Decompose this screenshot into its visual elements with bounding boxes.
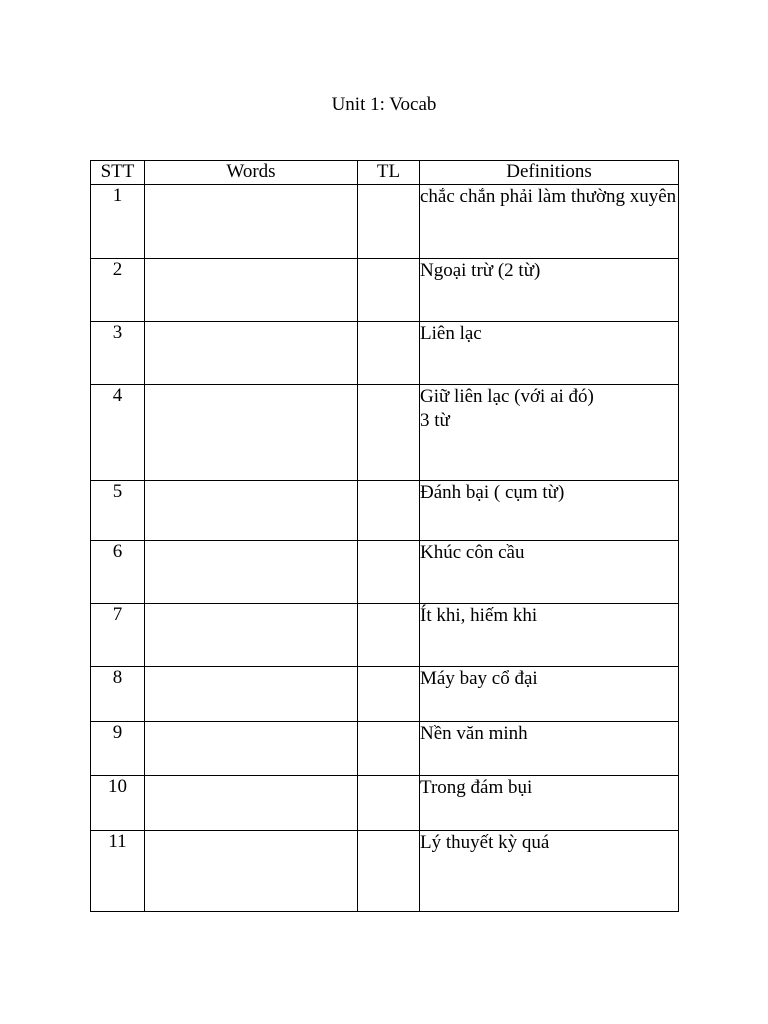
tl-cell[interactable] bbox=[358, 667, 420, 722]
row-number: 7 bbox=[91, 604, 145, 667]
row-number: 10 bbox=[91, 776, 145, 831]
definition-cell: Ngoại trừ (2 từ) bbox=[420, 259, 679, 322]
word-cell[interactable] bbox=[145, 481, 358, 541]
tl-cell[interactable] bbox=[358, 722, 420, 776]
definition-cell: Ít khi, hiếm khi bbox=[420, 604, 679, 667]
row-number: 2 bbox=[91, 259, 145, 322]
word-cell[interactable] bbox=[145, 385, 358, 481]
definition-cell: Trong đám bụi bbox=[420, 776, 679, 831]
definition-cell: Lý thuyết kỳ quá bbox=[420, 831, 679, 912]
table-row bbox=[91, 776, 679, 831]
tl-cell[interactable] bbox=[358, 322, 420, 385]
table-row bbox=[91, 541, 679, 604]
word-cell[interactable] bbox=[145, 259, 358, 322]
tl-cell[interactable] bbox=[358, 776, 420, 831]
definition-cell: Nền văn minh bbox=[420, 722, 679, 776]
header-definitions: Definitions bbox=[420, 161, 679, 185]
tl-cell[interactable] bbox=[358, 604, 420, 667]
vocab-table bbox=[90, 160, 679, 912]
definition-cell: Máy bay cổ đại bbox=[420, 667, 679, 722]
definition-cell: chắc chắn phải làm thường xuyên bbox=[420, 185, 679, 259]
table-row bbox=[91, 259, 679, 322]
tl-cell[interactable] bbox=[358, 185, 420, 259]
word-cell[interactable] bbox=[145, 831, 358, 912]
definition-cell: Khúc côn cầu bbox=[420, 541, 679, 604]
table-row bbox=[91, 481, 679, 541]
table-row bbox=[91, 385, 679, 481]
table-row bbox=[91, 322, 679, 385]
header-tl: TL bbox=[358, 161, 420, 185]
row-number: 9 bbox=[91, 722, 145, 776]
word-cell[interactable] bbox=[145, 185, 358, 259]
page-title: Unit 1: Vocab bbox=[331, 94, 437, 115]
table-row bbox=[91, 185, 679, 259]
header-words: Words bbox=[145, 161, 358, 185]
table-row bbox=[91, 722, 679, 776]
definition-cell: Liên lạc bbox=[420, 322, 679, 385]
table-header-row bbox=[91, 161, 679, 185]
word-cell[interactable] bbox=[145, 541, 358, 604]
word-cell[interactable] bbox=[145, 322, 358, 385]
tl-cell[interactable] bbox=[358, 831, 420, 912]
word-cell[interactable] bbox=[145, 722, 358, 776]
table-row bbox=[91, 831, 679, 912]
definition-cell: Giữ liên lạc (với ai đó) 3 từ bbox=[420, 385, 679, 481]
word-cell[interactable] bbox=[145, 604, 358, 667]
table-row bbox=[91, 667, 679, 722]
tl-cell[interactable] bbox=[358, 481, 420, 541]
row-number: 1 bbox=[91, 185, 145, 259]
definition-cell: Đánh bại ( cụm từ) bbox=[420, 481, 679, 541]
tl-cell[interactable] bbox=[358, 541, 420, 604]
row-number: 6 bbox=[91, 541, 145, 604]
row-number: 5 bbox=[91, 481, 145, 541]
tl-cell[interactable] bbox=[358, 259, 420, 322]
word-cell[interactable] bbox=[145, 667, 358, 722]
word-cell[interactable] bbox=[145, 776, 358, 831]
header-stt: STT bbox=[91, 161, 145, 185]
table-row bbox=[91, 604, 679, 667]
row-number: 4 bbox=[91, 385, 145, 481]
row-number: 11 bbox=[91, 831, 145, 912]
row-number: 8 bbox=[91, 667, 145, 722]
tl-cell[interactable] bbox=[358, 385, 420, 481]
row-number: 3 bbox=[91, 322, 145, 385]
